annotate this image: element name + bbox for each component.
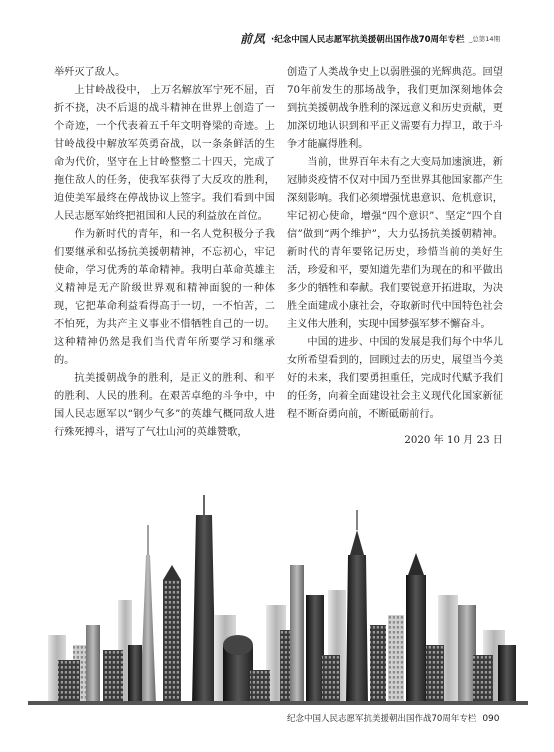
city-skyline-illustration xyxy=(28,495,528,705)
page-header xyxy=(0,0,554,50)
left-column xyxy=(54,64,275,442)
article-date: 2020 年 10 月 23 日 xyxy=(404,435,503,446)
magazine-logo: 前凤 xyxy=(240,32,267,46)
paragraph: 作为新时代的青年，和一名人党积极分子我们要继承和弘扬抗美援朝精神，不忘初心，牢记使命，学习优秀的革命精神。我明白革命英雄主义精神是无产阶级世界观和精神面貌的一种体现，它把革命利益看得高于一切，一不怕苦，二不怕死，为共产主义事业不惜牺牲自己的一切。这种精神仍然是我们当代青年所要学习和继承的。 xyxy=(54,229,275,366)
page-number: 090 xyxy=(482,714,500,724)
right-column xyxy=(287,64,503,450)
page-footer xyxy=(287,712,500,724)
paragraph: 举歼灭了敌人。 xyxy=(54,67,126,78)
paragraph: 中国的进步、中国的发展是我们每个中华儿女所希望看到的，回顾过去的历史，展望当今美好的未来，我们要勇担重任，完成时代赋予我们的任务，向着全面建设社会主义现代化国家新征程不断奋勇向前，不断砥砺前行。 xyxy=(287,337,503,420)
issue-number: _总第14期 xyxy=(469,35,501,43)
paragraph: 上甘岭战役中， 上万名解放军宁死不屈，百折不挠，决不后退的战斗精神在世界上创造了一个奇迹，一个代表着五千年文明脊梁的奇迹。上甘岭战役中解放军英勇奋战，以一条条鲜活的生命为代价，坚守在上甘岭整整二十四天，完成了拖住敌人的任务，使我军获得了大反攻的胜利，迫使美军最终在停战协议上签字。我们看到中国人民志愿军始终把祖国和人民的利益放在首位。 xyxy=(54,85,275,222)
footer-column-title: 纪念中国人民志愿军抗美援朝出国作战70周年专栏 xyxy=(287,714,477,724)
paragraph: 当前，世界百年未有之大变局加速演进，新冠肺炎疫情不仅对中国乃至世界其他国家都产生深刻影响。我们必须增强忧患意识、危机意识，牢记初心使命，增强“四个意识”、坚定“四个自信”做到“两个维护”，大力弘扬抗美援朝精神。新时代的青年要铭记历史，珍惜当前的美好生活，珍爱和平，要知道先辈们为现在的和平做出多少的牺牲和奉献。我们要锐意开拓进取，为决胜全面建成小康社会，夺取新时代中国特色社会主义伟大胜利，实现中国梦强军梦不懈奋斗。 xyxy=(287,157,503,330)
paragraph: 创造了人类战争史上以弱胜强的光辉典范。回望70年前发生的那场战争，我们更加深刻地体会到抗美援朝战争胜利的深远意义和历史贡献，更加深切地认识到和平正义需要有力捍卫，敢于斗争才能赢得胜利。 xyxy=(287,67,503,150)
column-title: ·纪念中国人民志愿军抗美援朝出国作战70周年专栏 xyxy=(271,35,465,45)
paragraph: 抗美援朝战争的胜利，是正义的胜利、和平的胜利、人民的胜利。在艰苦卓绝的斗争中，中国人民志愿军以“钢少气多”的英雄气概同敌人进行殊死搏斗，谱写了气壮山河的英雄赞歌， xyxy=(54,373,275,438)
